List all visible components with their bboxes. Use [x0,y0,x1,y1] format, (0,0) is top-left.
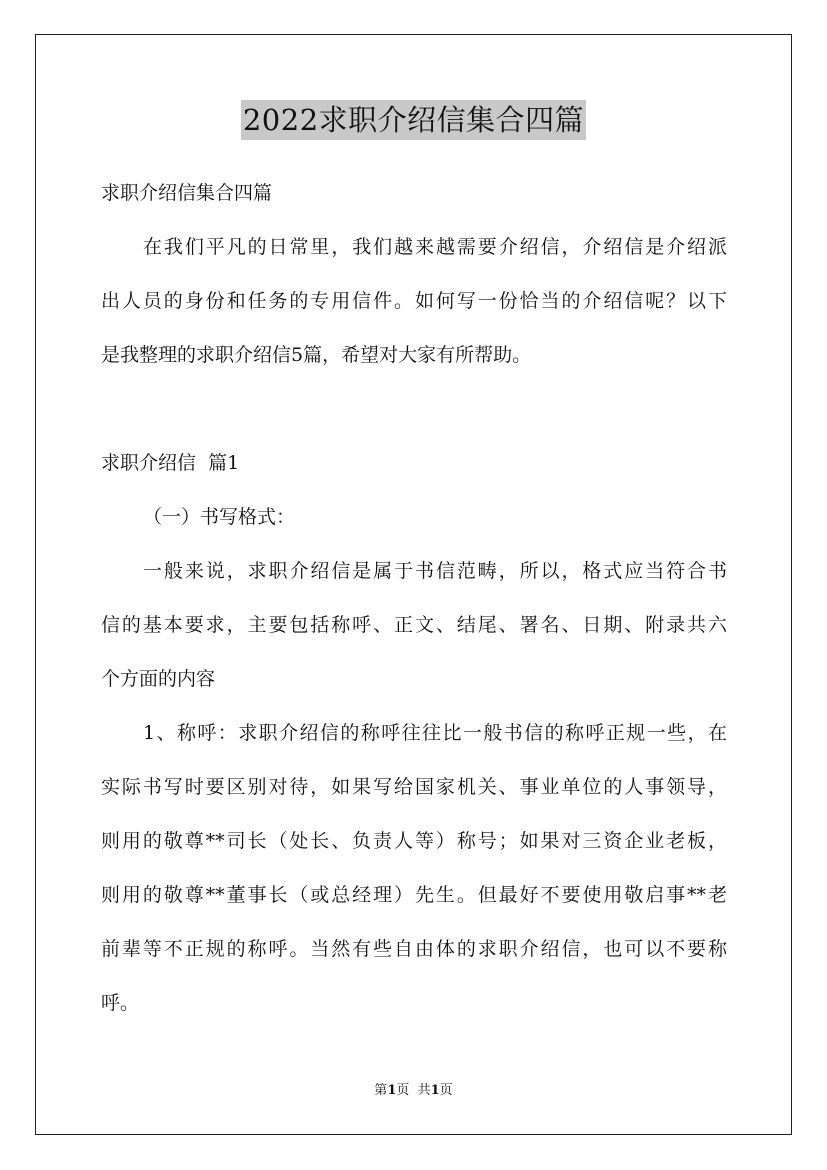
paragraph-line: 前辈等不正规的称呼。当然有些自由体的求职介绍信，也可以不要称 [101,938,727,960]
paragraph-line: 信的基本要求，主要包括称呼、正文、结尾、署名、日期、附录共六 [101,614,727,636]
footer-prefix: 第 [374,1083,388,1098]
document-subtitle: 求职介绍信集合四篇 [101,182,273,204]
paragraph-line: 实际书写时要区别对待，如果写给国家机关、事业单位的人事领导， [101,776,727,798]
footer-suffix: 页 [439,1083,453,1098]
footer-page-number: 1 [387,1083,397,1098]
document-title: 2022求职介绍信集合四篇 [241,100,586,140]
section-heading: 求职介绍信 篇1 [101,452,240,474]
format-heading: （一）书写格式： [143,506,296,528]
paragraph-line: 则用的敬尊**董事长（或总经理）先生。但最好不要使用敬启事**老 [101,884,727,906]
page-footer [0,1082,827,1100]
footer-total-pages: 1 [430,1083,440,1098]
paragraph-line: 是我整理的求职介绍信5篇，希望对大家有所帮助。 [101,344,532,366]
paragraph-line: 呼。 [101,992,140,1014]
paragraph-line: 一般来说，求职介绍信是属于书信范畴，所以，格式应当符合书 [143,560,727,582]
paragraph-line: 则用的敬尊**司长（处长、负责人等）称号；如果对三资企业老板， [101,830,727,852]
paragraph-line: 出人员的身份和任务的专用信件。如何写一份恰当的介绍信呢？以下 [101,290,727,312]
document-body [101,166,727,1030]
paragraph-line: 1、称呼：求职介绍信的称呼往往比一般书信的称呼正规一些，在 [143,722,727,744]
title-container [0,100,827,140]
paragraph-line: 个方面的内容 [101,668,216,690]
salutation-paragraph [101,706,727,1030]
paragraph-line: 在我们平凡的日常里，我们越来越需要介绍信，介绍信是介绍派 [143,236,727,258]
footer-mid: 页 共 [396,1083,431,1098]
intro-paragraph [101,220,727,382]
blank-line [101,382,727,436]
format-paragraph [101,544,727,706]
